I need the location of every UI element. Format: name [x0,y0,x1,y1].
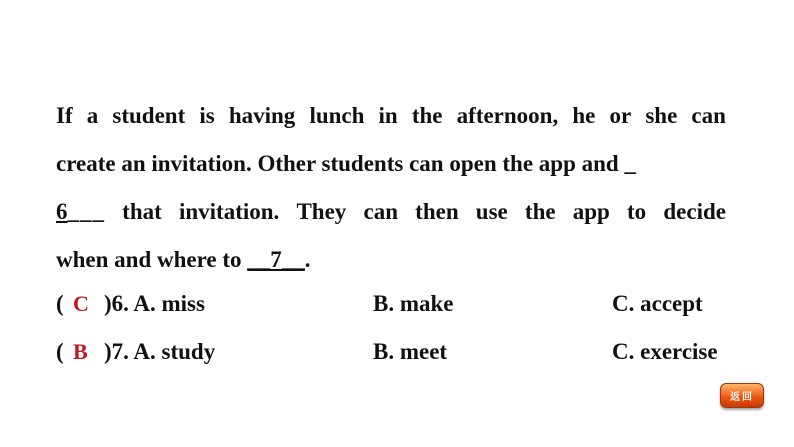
question-6-option-a: )6. A. miss [104,291,205,316]
word: decide [663,199,726,224]
word: then [415,199,459,224]
blank-7: __7__ [247,247,305,272]
passage-line-4: when and where to __7__. [56,247,311,272]
word: she [645,103,678,128]
word: invitation. [178,199,280,224]
question-6 [56,280,756,328]
word: is [199,103,215,128]
word: lunch [309,103,365,128]
word: having [228,103,296,128]
question-7-option-c: C. exercise [612,339,718,364]
question-7-paren: ( [56,339,64,364]
passage [56,92,726,284]
word: in [378,103,398,128]
word: the [411,103,443,128]
passage-line-3 [56,188,726,236]
question-6-option-c: C. accept [612,291,703,316]
passage-line-1 [56,92,726,140]
passage-line-2: create an invitation. Other students can open the app and _ [56,151,636,176]
word: or [609,103,632,128]
word: student [112,103,186,128]
word: use [475,199,508,224]
question-6-answer: C [73,291,89,316]
question-7 [56,328,756,376]
question-7-option-a: )7. A. study [104,339,216,364]
word: can [363,199,398,224]
word: app [572,199,610,224]
word: the [524,199,556,224]
question-6-paren: ( [56,291,64,316]
word: afternoon, [456,103,559,128]
word: They [296,199,347,224]
blank-6: 6___ [56,199,105,224]
back-button[interactable]: 返回 [720,383,764,408]
word: he [572,103,596,128]
word: If [56,103,73,128]
question-7-answer: B [73,339,88,364]
question-7-option-b: B. meet [373,339,448,364]
word: that [122,199,162,224]
word: a [86,103,99,128]
word: can [691,103,726,128]
word: to [627,199,647,224]
question-6-option-b: B. make [373,291,454,316]
